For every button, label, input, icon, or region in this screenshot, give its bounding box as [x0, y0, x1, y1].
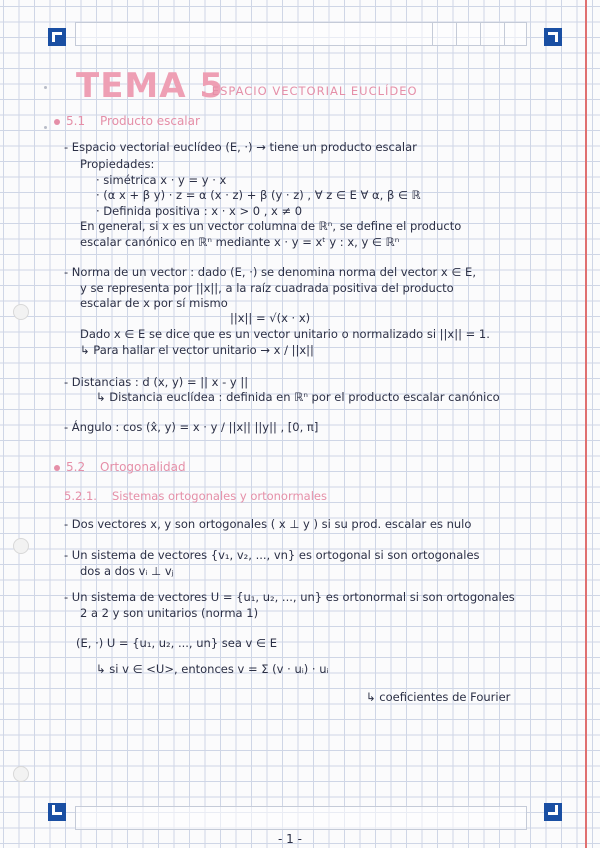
- section-label: Producto escalar: [100, 114, 200, 128]
- margin-dot: [44, 86, 47, 89]
- text-line: 2 a 2 y son unitarios (norma 1): [80, 606, 259, 620]
- section-label: Ortogonalidad: [100, 460, 186, 474]
- page-number: - 1 -: [278, 832, 302, 846]
- text-line: ↳ Distancia euclídea : definida en ℝⁿ por el producto escalar canónico: [96, 390, 500, 404]
- section-bullet: [54, 119, 60, 125]
- section-number: 5.1: [66, 114, 86, 128]
- binder-hole-icon: [13, 538, 29, 554]
- text-line: En general, si x es un vector columna de ℝⁿ, se define el producto: [80, 219, 462, 233]
- text-line: ↳ coeficientes de Fourier: [366, 690, 511, 704]
- text-line: - Dos vectores x, y son ortogonales ( x ⊥ y ) si su prod. escalar es nulo: [64, 517, 472, 531]
- text-line: - Un sistema de vectores {v₁, v₂, ..., vn} es ortogonal si son ortogonales: [64, 548, 480, 562]
- text-line: - Ángulo : cos (x̂, y) = x · y / ||x|| ||y|| , [0, π]: [64, 420, 319, 434]
- corner-mark-icon: [48, 28, 66, 46]
- text-line: dos a dos vᵢ ⊥ vⱼ: [80, 564, 174, 578]
- section-bullet: [54, 465, 60, 471]
- section-number: 5.2: [66, 460, 86, 474]
- footer-box: [75, 806, 527, 830]
- corner-mark-icon: [544, 803, 562, 821]
- text-line: - Distancias : d (x, y) = || x - y ||: [64, 375, 249, 389]
- text-line: - Espacio vectorial euclídeo (E, ·) → tiene un producto escalar: [64, 140, 417, 154]
- page-title: TEMA 5: [76, 66, 225, 106]
- text-line: · Definida positiva : x · x > 0 , x ≠ 0: [96, 204, 303, 218]
- header-box: [75, 22, 527, 46]
- margin-line: [585, 0, 587, 848]
- text-line: ↳ Para hallar el vector unitario → x / ||x||: [80, 343, 314, 357]
- corner-mark-icon: [48, 803, 66, 821]
- text-line: escalar canónico en ℝⁿ mediante x · y = xᵗ y : x, y ∈ ℝⁿ: [80, 235, 400, 249]
- text-line: (E, ·) U = {u₁, u₂, ..., un} sea v ∈ E: [76, 636, 277, 650]
- corner-mark-icon: [544, 28, 562, 46]
- text-line: - Norma de un vector : dado (E, ·) se denomina norma del vector x ∈ E,: [64, 265, 476, 279]
- page-subtitle: - ESPACIO VECTORIAL EUCLÍDEO: [202, 84, 418, 98]
- text-line: y se representa por ||x||, a la raíz cuadrada positiva del producto: [80, 281, 454, 295]
- text-line: - Un sistema de vectores U = {u₁, u₂, ..., un} es ortonormal si son ortogonales: [64, 590, 515, 604]
- text-line: escalar de x por sí mismo: [80, 296, 228, 310]
- text-line: Propiedades:: [80, 157, 155, 171]
- binder-hole-icon: [13, 304, 29, 320]
- formula: ||x|| = √(x · x): [230, 311, 311, 325]
- subsection-label: Sistemas ortogonales y ortonormales: [112, 489, 327, 503]
- text-line: · (α x + β y) · z = α (x · z) + β (y · z) , ∀ z ∈ E ∀ α, β ∈ ℝ: [96, 188, 421, 202]
- binder-hole-icon: [13, 766, 29, 782]
- text-line: ↳ si v ∈ <U>, entonces v = Σ (v · uᵢ) · uᵢ: [96, 662, 329, 676]
- margin-dot: [44, 126, 47, 129]
- text-line: · simétrica x · y = y · x: [96, 173, 227, 187]
- subsection-number: 5.2.1.: [64, 489, 97, 503]
- text-line: Dado x ∈ E se dice que es un vector unitario o normalizado si ||x|| = 1.: [80, 327, 490, 341]
